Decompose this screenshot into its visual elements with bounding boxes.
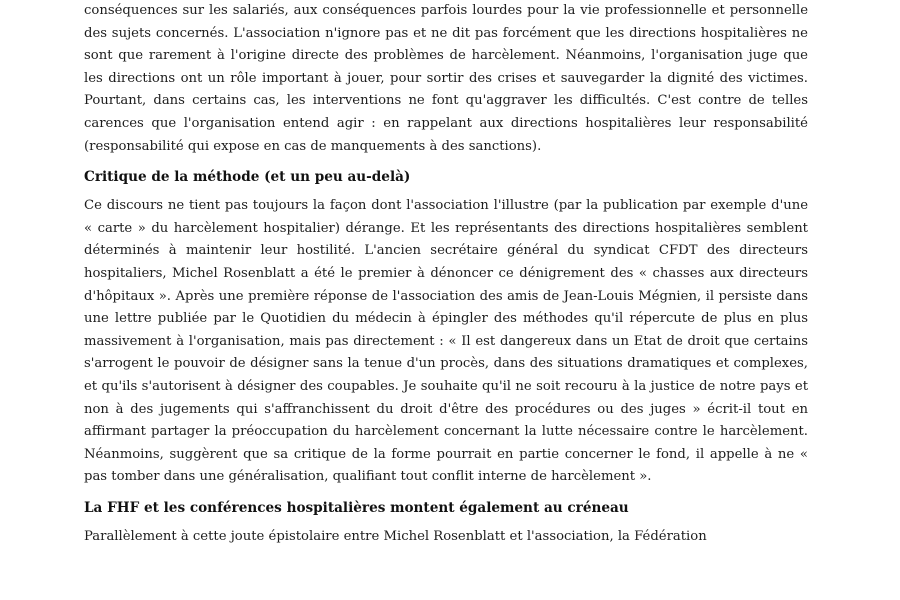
section-heading-fhf: La FHF et les conférences hospitalières montent également au créneau: [84, 499, 629, 516]
section-heading-methode: Critique de la méthode (et un peu au-delà): [84, 169, 411, 186]
paragraph-intro: conséquences sur les salariés, aux conséquences parfois lourdes pour la vie professionnelle et personnelle des sujets concernés. L'association n'ignore pas et ne dit pas forcément que les directions hospitalières ne sont que rarement à l'origine directe des problèmes de harcèlement. Néanmoins, l'organisation juge que les directions ont un rôle important à jouer, pour sortir des crises et sauvegarder la dignité des victimes. Pourtant, dans certains cas, les interventions ne font qu'aggraver les difficultés. C'est contre de telles carences que l'organisation entend agir : en rappelant aux directions hospitalières leur responsabilité (responsabilité qui expose en cas de manquements à des sanctions).: [84, 3, 808, 154]
document-page: [84, 0, 808, 548]
paragraph-fhf: Parallèlement à cette joute épistolaire entre Michel Rosenblatt et l'association, la Fédération: [84, 528, 707, 544]
paragraph-methode: Ce discours ne tient pas toujours la façon dont l'association l'illustre (par la publication par exemple d'une « carte » du harcèlement hospitalier) dérange. Et les représentants des directions hospitalières semblent déterminés à maintenir leur hostilité. L'ancien secrétaire général du syndicat CFDT des directeurs hospitaliers, Michel Rosenblatt a été le premier à dénoncer ce dénigrement des « chasses aux directeurs d'hôpitaux ». Après une première réponse de l'association des amis de Jean-Louis Mégnien, il persiste dans une lettre publiée par le Quotidien du médecin à épingler des méthodes qu'il répercute de plus en plus massivement à l'organisation, mais pas directement : « Il est dangereux dans un Etat de droit que certains s'arrogent le pouvoir de désigner sans la tenue d'un procès, dans des situations dramatiques et complexes, et qu'ils s'autorisent à désigner des coupables. Je souhaite qu'il ne soit recouru à la justice de notre pays et non à des jugements qui s'affranchissent du droit d'être des procédures ou des juges » écrit-il tout en affirmant partager la préoccupation du harcèlement concernant la lutte nécessaire contre le harcèlement. Néanmoins, suggèrent que sa critique de la forme pourrait en partie concerner le fond, il appelle à ne « pas tomber dans une généralisation, qualifiant tout conflit interne de harcèlement ».: [84, 198, 808, 485]
